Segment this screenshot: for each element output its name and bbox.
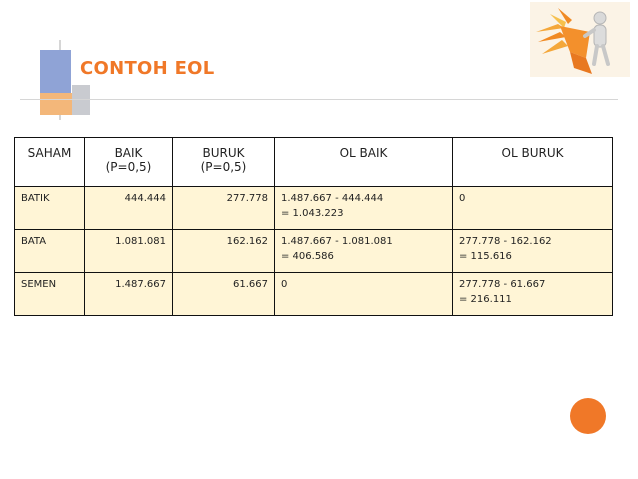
cell-ol-buruk: 277.778 - 162.162 = 115.616	[453, 230, 613, 273]
table-header-row	[15, 138, 613, 187]
slide-title: CONTOH EOL	[80, 58, 215, 79]
eol-table	[14, 137, 613, 316]
cell-ol-buruk: 0	[453, 187, 613, 230]
decorative-blue-square	[40, 50, 71, 94]
header-buruk: BURUK (P=0,5)	[173, 138, 275, 187]
cell-saham: BATA	[15, 230, 85, 273]
header-baik: BAIK (P=0,5)	[85, 138, 173, 187]
cell-buruk: 162.162	[173, 230, 275, 273]
cell-baik: 1.487.667	[85, 273, 173, 316]
header-saham: SAHAM	[15, 138, 85, 187]
cell-buruk: 61.667	[173, 273, 275, 316]
cell-buruk: 277.778	[173, 187, 275, 230]
table-row	[15, 187, 613, 230]
decorative-orange-square	[40, 93, 76, 115]
table-row	[15, 273, 613, 316]
cell-saham: SEMEN	[15, 273, 85, 316]
circle-icon	[570, 398, 606, 434]
eol-table-container	[14, 137, 612, 316]
cell-ol-baik: 0	[275, 273, 453, 316]
figure-pushing-arrows-icon	[530, 2, 630, 77]
header-ol-buruk: OL BURUK	[453, 138, 613, 187]
decorative-gray-square	[72, 85, 90, 115]
header-ol-baik: OL BAIK	[275, 138, 453, 187]
table-row	[15, 230, 613, 273]
cell-baik: 444.444	[85, 187, 173, 230]
decorative-horizontal-line	[20, 99, 618, 100]
cell-ol-baik: 1.487.667 - 1.081.081 = 406.586	[275, 230, 453, 273]
cell-ol-baik: 1.487.667 - 444.444 = 1.043.223	[275, 187, 453, 230]
cell-ol-buruk: 277.778 - 61.667 = 216.111	[453, 273, 613, 316]
cell-baik: 1.081.081	[85, 230, 173, 273]
cell-saham: BATIK	[15, 187, 85, 230]
